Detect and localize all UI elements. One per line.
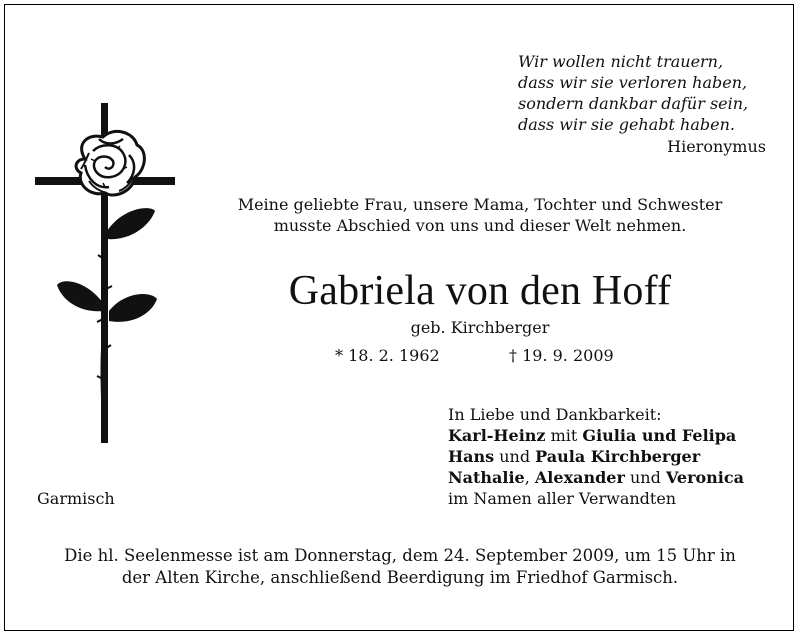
family-heading: In Liebe und Dankbarkeit: — [448, 405, 662, 424]
family-signature — [448, 404, 788, 509]
family-line — [448, 425, 788, 446]
intro-text — [165, 194, 795, 236]
notice-line: der Alten Kirche, anschließend Beerdigung im Friedhof Garmisch. — [121, 568, 679, 587]
family-line — [448, 446, 788, 467]
family-connector: und — [494, 447, 536, 466]
birth-date: * 18. 2. 1962 — [335, 346, 440, 365]
intro-line: Meine geliebte Frau, unsere Mama, Tochter und Schwester — [237, 195, 723, 214]
place: Garmisch — [37, 489, 115, 508]
family-member: Paula Kirchberger — [535, 447, 701, 466]
family-member: Nathalie — [448, 468, 525, 487]
deceased-name: Gabriela von den Hoff — [288, 268, 672, 314]
family-connector: und — [624, 468, 666, 487]
family-closing: im Namen aller Verwandten — [448, 489, 677, 508]
notice-line: Die hl. Seelenmesse ist am Donnerstag, dem 24. September 2009, um 15 Uhr in — [64, 546, 736, 565]
family-line — [448, 467, 788, 488]
family-connector: , — [524, 468, 535, 487]
family-member: Alexander — [534, 468, 625, 487]
family-member: Karl-Heinz — [448, 426, 546, 445]
quote-line: dass wir sie gehabt haben. — [518, 115, 735, 134]
quote-line: dass wir sie verloren haben, — [518, 73, 748, 92]
intro-line: musste Abschied von uns und dieser Welt nehmen. — [273, 216, 687, 235]
quote — [518, 51, 773, 135]
family-member: Hans — [448, 447, 495, 466]
family-connector: mit — [545, 426, 583, 445]
cross-with-rose-icon — [33, 99, 183, 449]
obituary-notice — [4, 4, 794, 631]
quote-line: sondern dankbar dafür sein, — [518, 94, 749, 113]
quote-author: Hieronymus — [667, 137, 766, 156]
death-date: † 19. 9. 2009 — [509, 346, 614, 365]
funeral-notice — [15, 545, 785, 589]
quote-line: Wir wollen nicht trauern, — [518, 52, 724, 71]
family-member: Giulia und Felipa — [582, 426, 737, 445]
birth-name: geb. Kirchberger — [410, 318, 550, 337]
family-member: Veronica — [665, 468, 744, 487]
